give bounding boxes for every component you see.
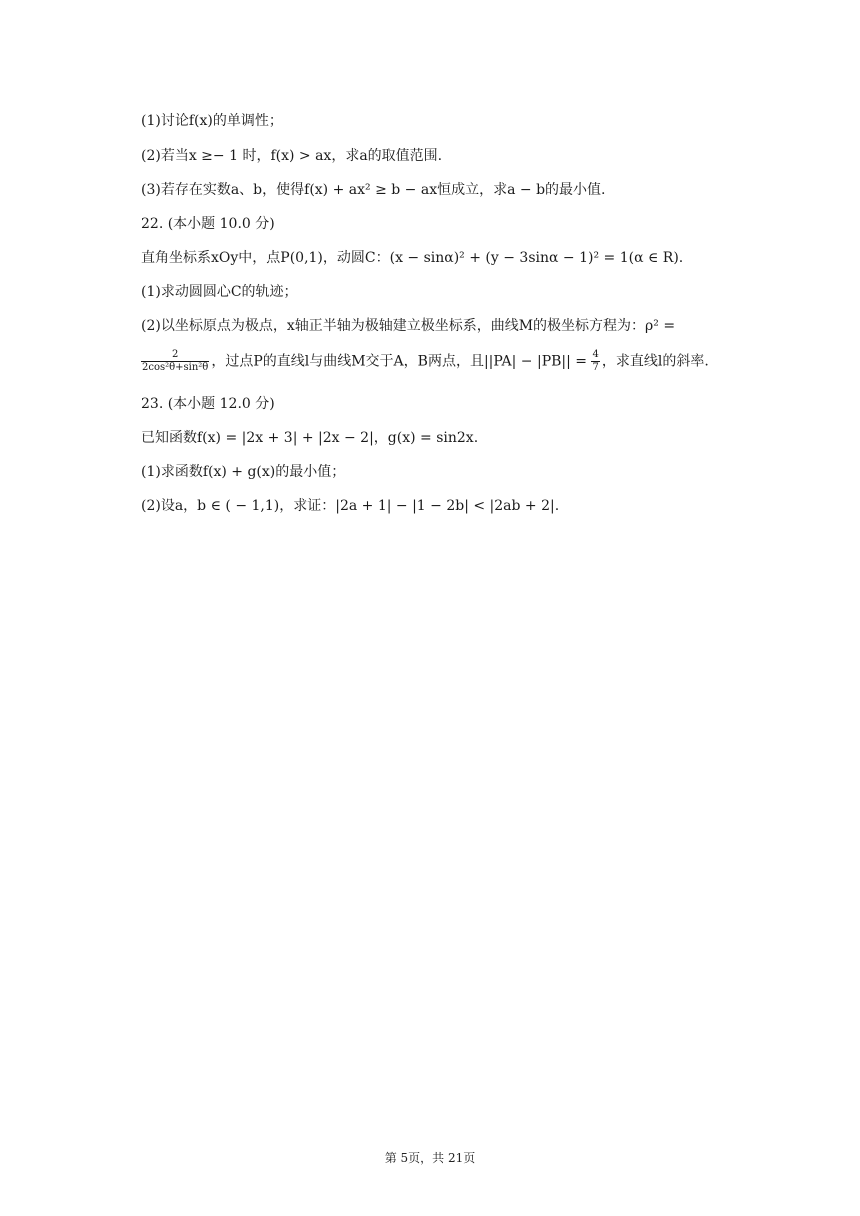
- problem22-part2-mid: ，过点P的直线l与曲线M交于A，B两点，且||PA| − |PB|| =: [211, 353, 588, 370]
- problem22-header: 22. (本小题 10.0 分): [141, 216, 275, 232]
- problem22-part2-line2: [141, 349, 721, 379]
- polar-fraction: [141, 349, 209, 374]
- problem22-stem: 直角坐标系xOy中，点P(0,1)，动圆C：(x − sinα)² + (y − 3sinα − 1)² = 1(α ∈ R).: [141, 250, 684, 266]
- problem23-header: 23. (本小题 12.0 分): [141, 396, 275, 412]
- page-footer: 第 5页，共 21页: [384, 1151, 476, 1165]
- ratio-fraction-denominator: 7: [592, 362, 599, 373]
- problem21-part1: (1)讨论f(x)的单调性；: [141, 113, 283, 129]
- polar-fraction-denominator: 2cos²θ+sin²θ: [142, 362, 209, 373]
- problem23-stem: 已知函数f(x) = |2x + 3| + |2x − 2|，g(x) = sin2x.: [141, 430, 479, 446]
- problem22-part2-line1: (2)以坐标原点为极点，x轴正半轴为极轴建立极坐标系，曲线M的极坐标方程为：ρ² =: [141, 318, 676, 334]
- ratio-fraction-numerator: 4: [592, 349, 599, 360]
- problem23-part1: (1)求函数f(x) + g(x)的最小值；: [141, 464, 346, 480]
- polar-fraction-numerator: 2: [141, 349, 209, 362]
- ratio-fraction: [591, 349, 599, 374]
- problem23-part2: (2)设a，b ∈ ( − 1,1)，求证：|2a + 1| − |1 − 2b| < |2ab + 2|.: [141, 498, 560, 514]
- problem21-part3: (3)若存在实数a、b，使得f(x) + ax² ≥ b − ax恒成立，求a − b的最小值.: [141, 182, 606, 198]
- problem22-part1: (1)求动圆圆心C的轨迹；: [141, 284, 298, 300]
- problem22-part2-end: ，求直线l的斜率.: [601, 353, 709, 370]
- problem21-part2: (2)若当x ≥− 1 时，f(x) > ax，求a的取值范围.: [141, 148, 443, 164]
